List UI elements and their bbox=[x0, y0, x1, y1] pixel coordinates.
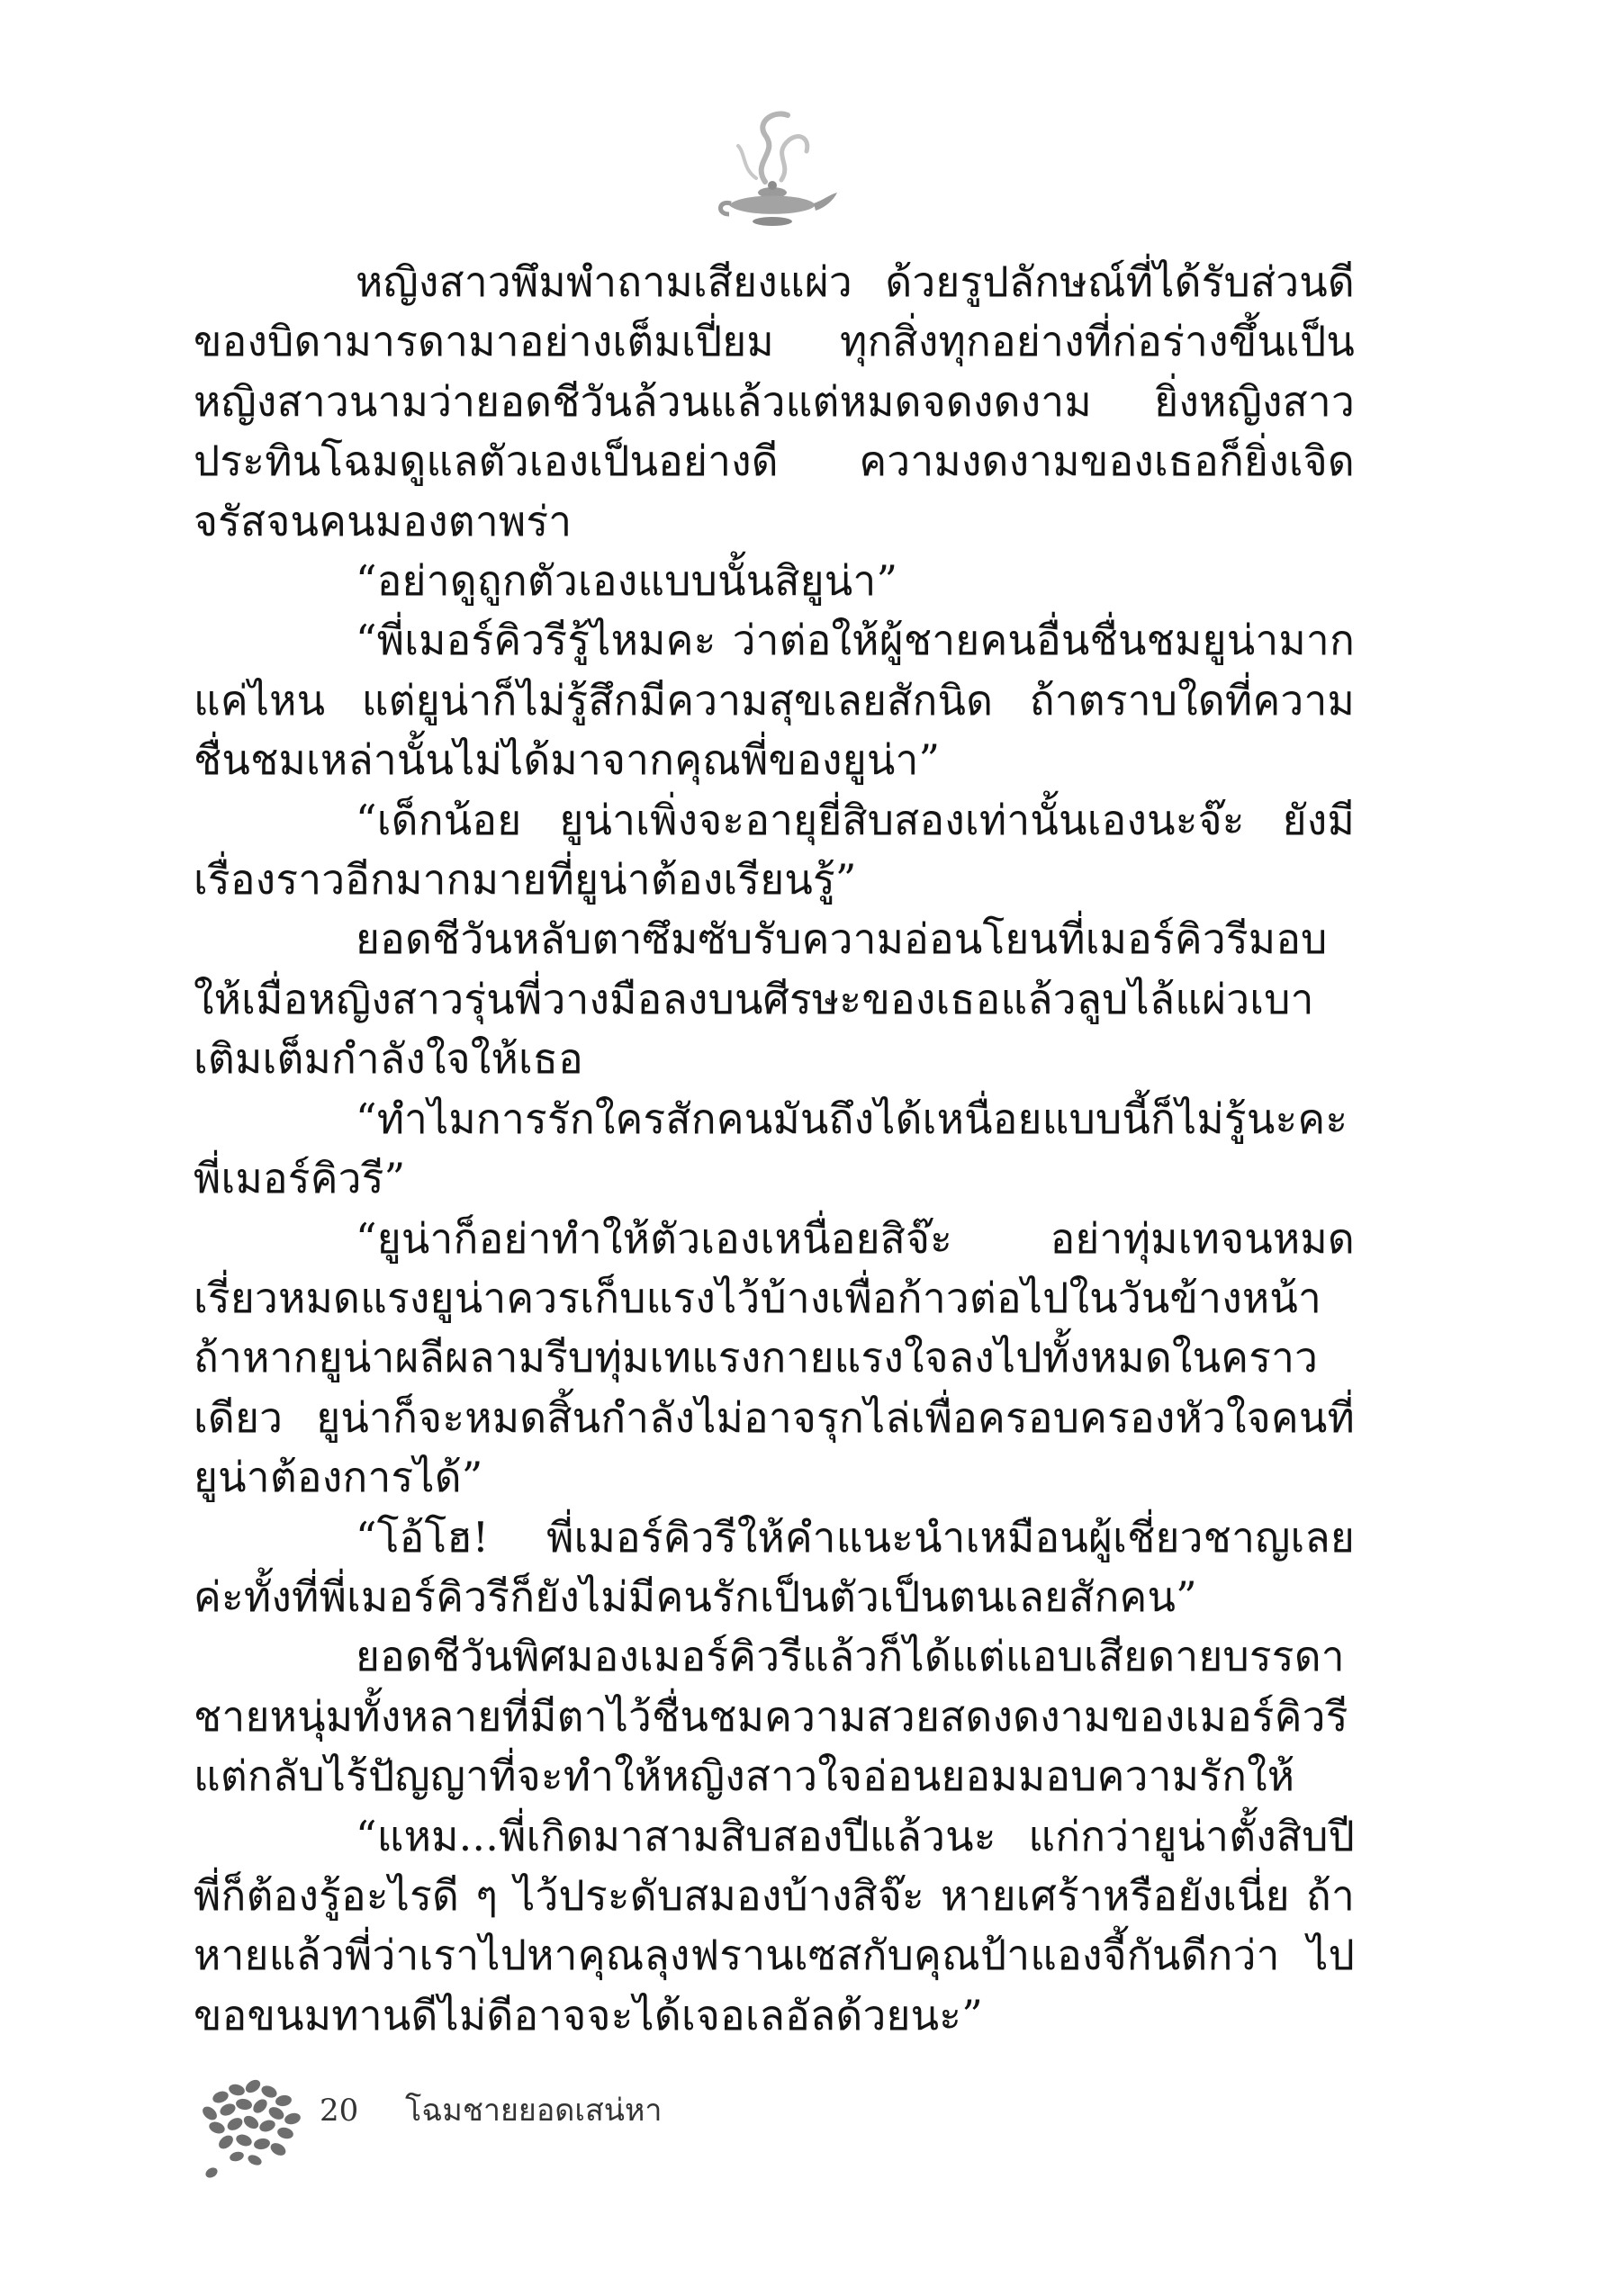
genie-lamp-icon bbox=[702, 99, 846, 243]
paragraph: “แหม...พี่เกิดมาสามสิบสองปีแล้วนะ แก่กว่ายูน่าตั้งสิบปี พี่ก็ต้องรู้อะไรดี ๆ ไว้ประดับสมองบ้างสิจ๊ะ หายเศร้าหรือยังเนี่ย ถ้าหายแล้วพี่ว่าเราไปหาคุณลุงฟรานเซสกับคุณป้าแองจี้กันดีกว่า ไปขอขนมทานดีไม่ดีอาจจะได้เจอเลอัลด้วยนะ” bbox=[194, 1811, 1355, 2039]
paragraph: “ยูน่าก็อย่าทำให้ตัวเองเหนื่อยสิจ๊ะ อย่าทุ่มเทจนหมดเรี่ยวหมดแรงยูน่าควรเก็บแรงไว้บ้างเพื่อก้าวต่อไปในวันข้างหน้า ถ้าหากยูน่าผลีผลามรีบทุ่มเทแรงกายแรงใจลงไปทั้งหมดในคราวเดียว ยูน่าก็จะหมดสิ้นกำลังไม่อาจรุกไล่เพื่อครอบครองหัวใจคนที่ยูน่าต้องการได้” bbox=[194, 1213, 1355, 1502]
coffee-beans-icon bbox=[185, 2061, 320, 2196]
page-footer bbox=[185, 2061, 995, 2196]
paragraph: “พี่เมอร์คิวรีรู้ไหมคะ ว่าต่อให้ผู้ชายคนอื่นชื่นชมยูน่ามากแค่ไหน แต่ยูน่าก็ไม่รู้สึกมีความสุขเลยสักนิด ถ้าตราบใดที่ความชื่นชมเหล่านั้นไม่ได้มาจากคุณพี่ของยูน่า” bbox=[194, 616, 1355, 785]
paragraph: หญิงสาวพึมพำถามเสียงแผ่ว ด้วยรูปลักษณ์ที่ได้รับส่วนดีของบิดามารดามาอย่างเต็มเปี่ยม ทุกสิ่งทุกอย่างที่ก่อร่างขึ้นเป็นหญิงสาวนามว่ายอดชีวันล้วนแล้วแต่หมดจดงดงาม ยิ่งหญิงสาวประทินโฉมดูแลตัวเองเป็นอย่างดี ความงดงามของเธอก็ยิ่งเจิดจรัสจนคนมองตาพร่า bbox=[194, 257, 1355, 545]
paragraph: “อย่าดูถูกตัวเองแบบนั้นสิยูน่า” bbox=[356, 556, 898, 606]
paragraph: “เด็กน้อย ยูน่าเพิ่งจะอายุยี่สิบสองเท่านั้นเองนะจ๊ะ ยังมีเรื่องราวอีกมากมายที่ยูน่าต้องเรียนรู้” bbox=[194, 795, 1355, 905]
page-number: 20 bbox=[320, 2093, 359, 2129]
book-title: โฉมชายยอดเสน่หา bbox=[405, 2093, 663, 2129]
paragraph: ยอดชีวันหลับตาซึมซับรับความอ่อนโยนที่เมอร์คิวรีมอบให้เมื่อหญิงสาวรุ่นพี่วางมือลงบนศีรษะของเธอแล้วลูบไล้แผ่วเบาเติมเต็มกำลังใจให้เธอ bbox=[194, 914, 1328, 1084]
paragraph: ยอดชีวันพิศมองเมอร์คิวรีแล้วก็ได้แต่แอบเสียดายบรรดาชายหนุ่มทั้งหลายที่มีตาไว้ชื่นชมความสวยสดงดงามของเมอร์คิวรี แต่กลับไร้ปัญญาที่จะทำให้หญิงสาวใจอ่อนยอมมอบความรักให้ bbox=[194, 1632, 1348, 1801]
paragraph: “ทำไมการรักใครสักคนมันถึงได้เหนื่อยแบบนี้ก็ไม่รู้นะคะพี่เมอร์คิวรี” bbox=[194, 1094, 1348, 1203]
paragraph: “โอ้โฮ! พี่เมอร์คิวรีให้คำแนะนำเหมือนผู้เชี่ยวชาญเลยค่ะทั้งที่พี่เมอร์คิวรีก็ยังไม่มีคนรักเป็นตัวเป็นตนเลยสักคน” bbox=[194, 1512, 1355, 1621]
body-text bbox=[194, 252, 1355, 2045]
